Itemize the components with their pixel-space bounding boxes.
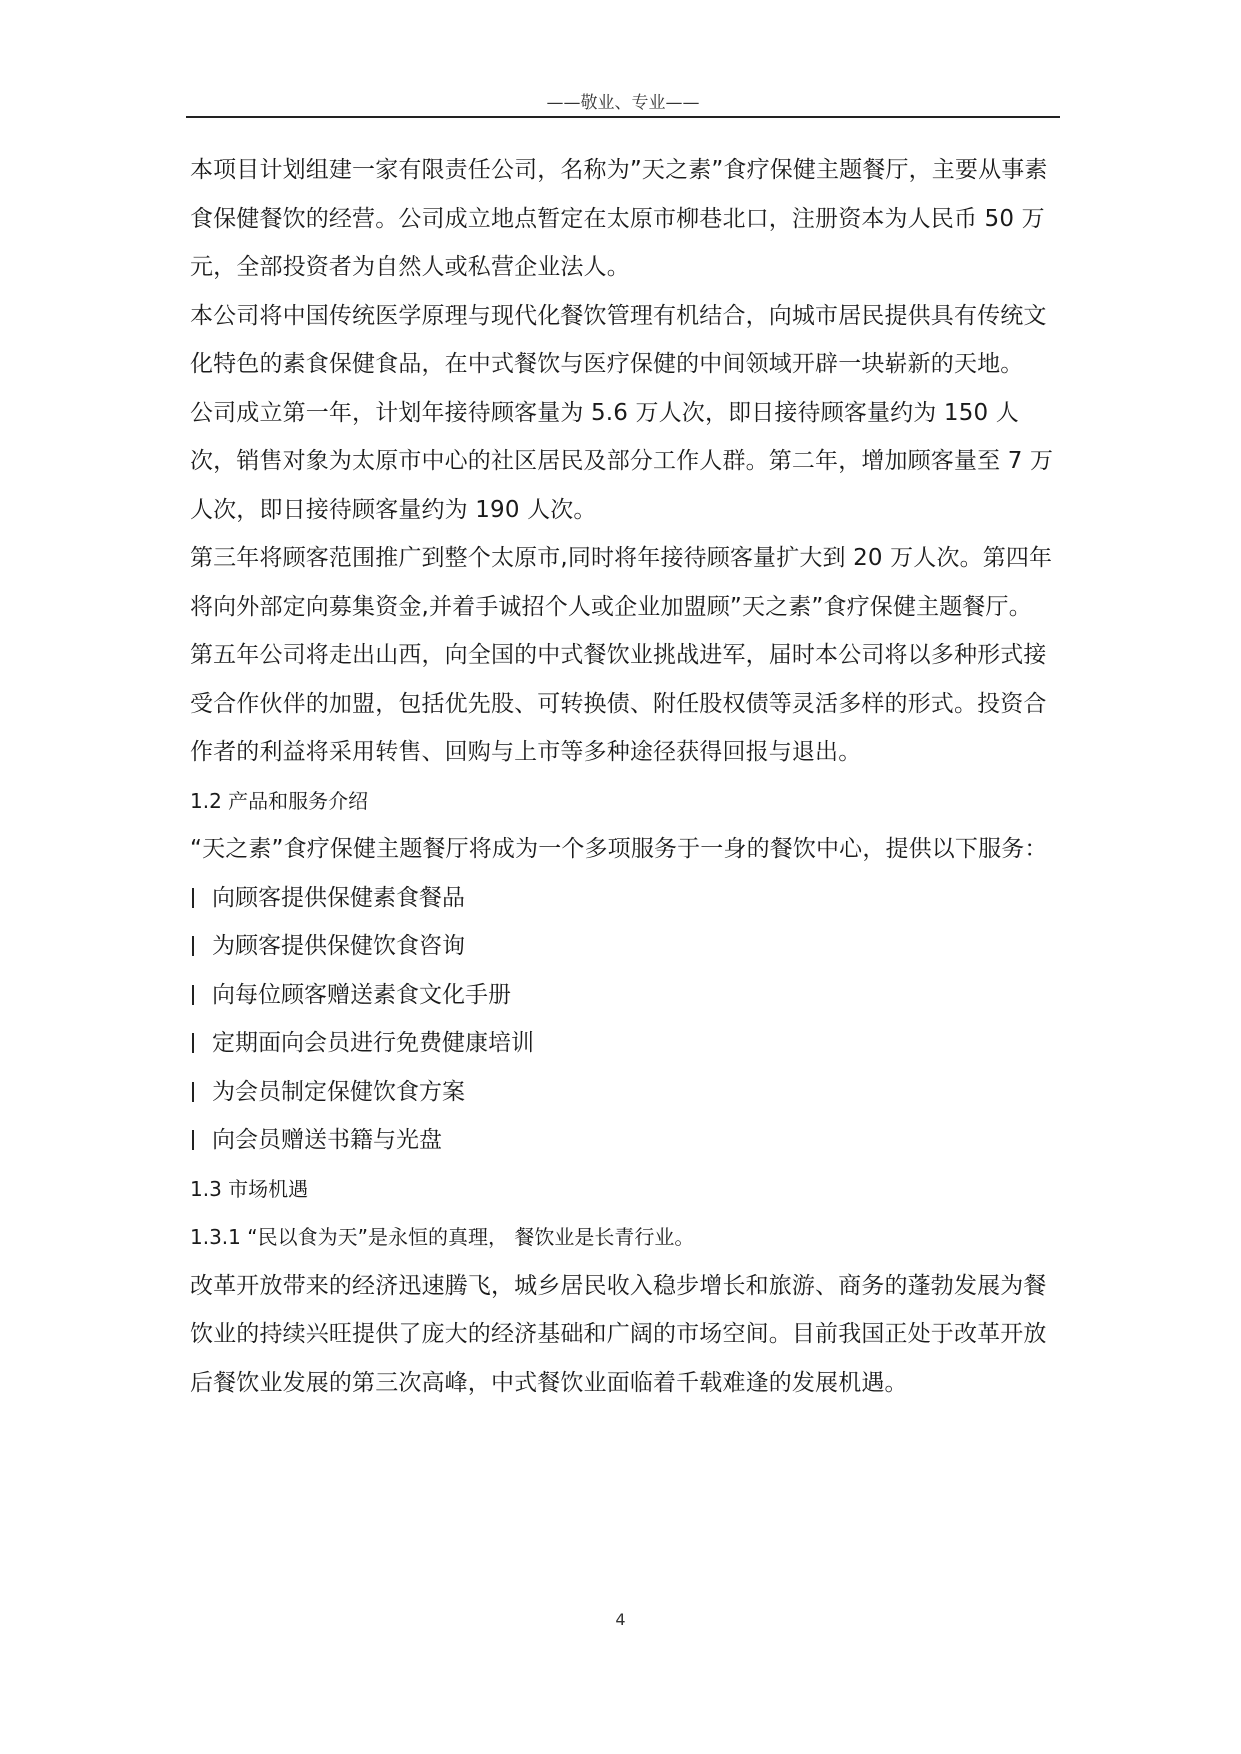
bullet-marker-icon [192,1033,194,1053]
list-item [190,874,1060,923]
page-number: 4 [615,1610,626,1629]
list-item [190,1116,1060,1165]
list-item [190,922,1060,971]
document-body [190,146,1060,1407]
paragraph-business-concept: 本公司将中国传统医学原理与现代化餐饮管理有机结合，向城市居民提供具有传统文化特色的素食保健食品，在中式餐饮与医疗保健的中间领域开辟一块崭新的天地。 [190,302,1047,377]
list-item-text: 向每位顾客赠送素食文化手册 [212,981,511,1008]
header-divider [186,116,1060,118]
subsection-heading-1-3-1: 1.3.1 “民以食为天”是永恒的真理， 餐饮业是长青行业。 [190,1225,695,1249]
list-item-text: 为会员制定保健饮食方案 [212,1078,465,1105]
list-item-text: 为顾客提供保健饮食咨询 [212,933,465,959]
section-heading-products-services: 1.2 产品和服务介绍 [190,788,369,813]
section-heading-market-opportunity: 1.3 市场机遇 [190,1176,309,1201]
bullet-marker-icon [192,1130,194,1150]
paragraph-year-one-two: 公司成立第一年，计划年接待顾客量为 5.6 万人次，即日接待顾客量约为 150 人次，销售对象为太原市中心的社区居民及部分工作人群。第二年，增加顾客量至 7 万人次，即日接待顾客量约为 190 人次。 [190,399,1054,523]
services-list [190,874,1060,1165]
paragraph-year-five: 第五年公司将走出山西，向全国的中式餐饮业挑战进军，届时本公司将以多种形式接受合作伙伴的加盟，包括优先股、可转换债、附任股权债等灵活多样的形式。投资合作者的利益将采用转售、回购与上市等多种途径获得回报与退出。 [190,642,1047,765]
page-header: ——敬业、专业—— [546,93,700,113]
paragraph-year-three-four: 第三年将顾客范围推广到整个太原市,同时将年接待顾客量扩大到 20 万人次。第四年将向外部定向募集资金,并着手诚招个人或企业加盟顾”天之素”食疗保健主题餐厅。 [190,545,1053,620]
list-item [190,971,1060,1020]
bullet-marker-icon [192,936,194,956]
bullet-marker-icon [192,1082,194,1102]
paragraph-market-growth: 改革开放带来的经济迅速腾飞，城乡居民收入稳步增长和旅游、商务的蓬勃发展为餐饮业的持续兴旺提供了庞大的经济基础和广阔的市场空间。目前我国正处于改革开放后餐饮业发展的第三次高峰，中式餐饮业面临着千载难逢的发展机遇。 [190,1272,1047,1396]
list-item-text: 向顾客提供保健素食餐品 [212,884,465,911]
list-item [190,1019,1060,1068]
bullet-marker-icon [192,888,194,908]
paragraph-services-intro: “天之素”食疗保健主题餐厅将成为一个多项服务于一身的餐饮中心，提供以下服务： [190,836,1048,862]
paragraph-company-overview: 本项目计划组建一家有限责任公司，名称为”天之素”食疗保健主题餐厅，主要从事素食保健餐饮的经营。公司成立地点暂定在太原市柳巷北口，注册资本为人民币 50 万元，全部投资者为自然人或私营企业法人。 [190,157,1048,280]
list-item [190,1068,1060,1117]
list-item-text: 定期面向会员进行免费健康培训 [212,1030,534,1056]
list-item-text: 向会员赠送书籍与光盘 [212,1127,442,1153]
bullet-marker-icon [192,985,194,1005]
